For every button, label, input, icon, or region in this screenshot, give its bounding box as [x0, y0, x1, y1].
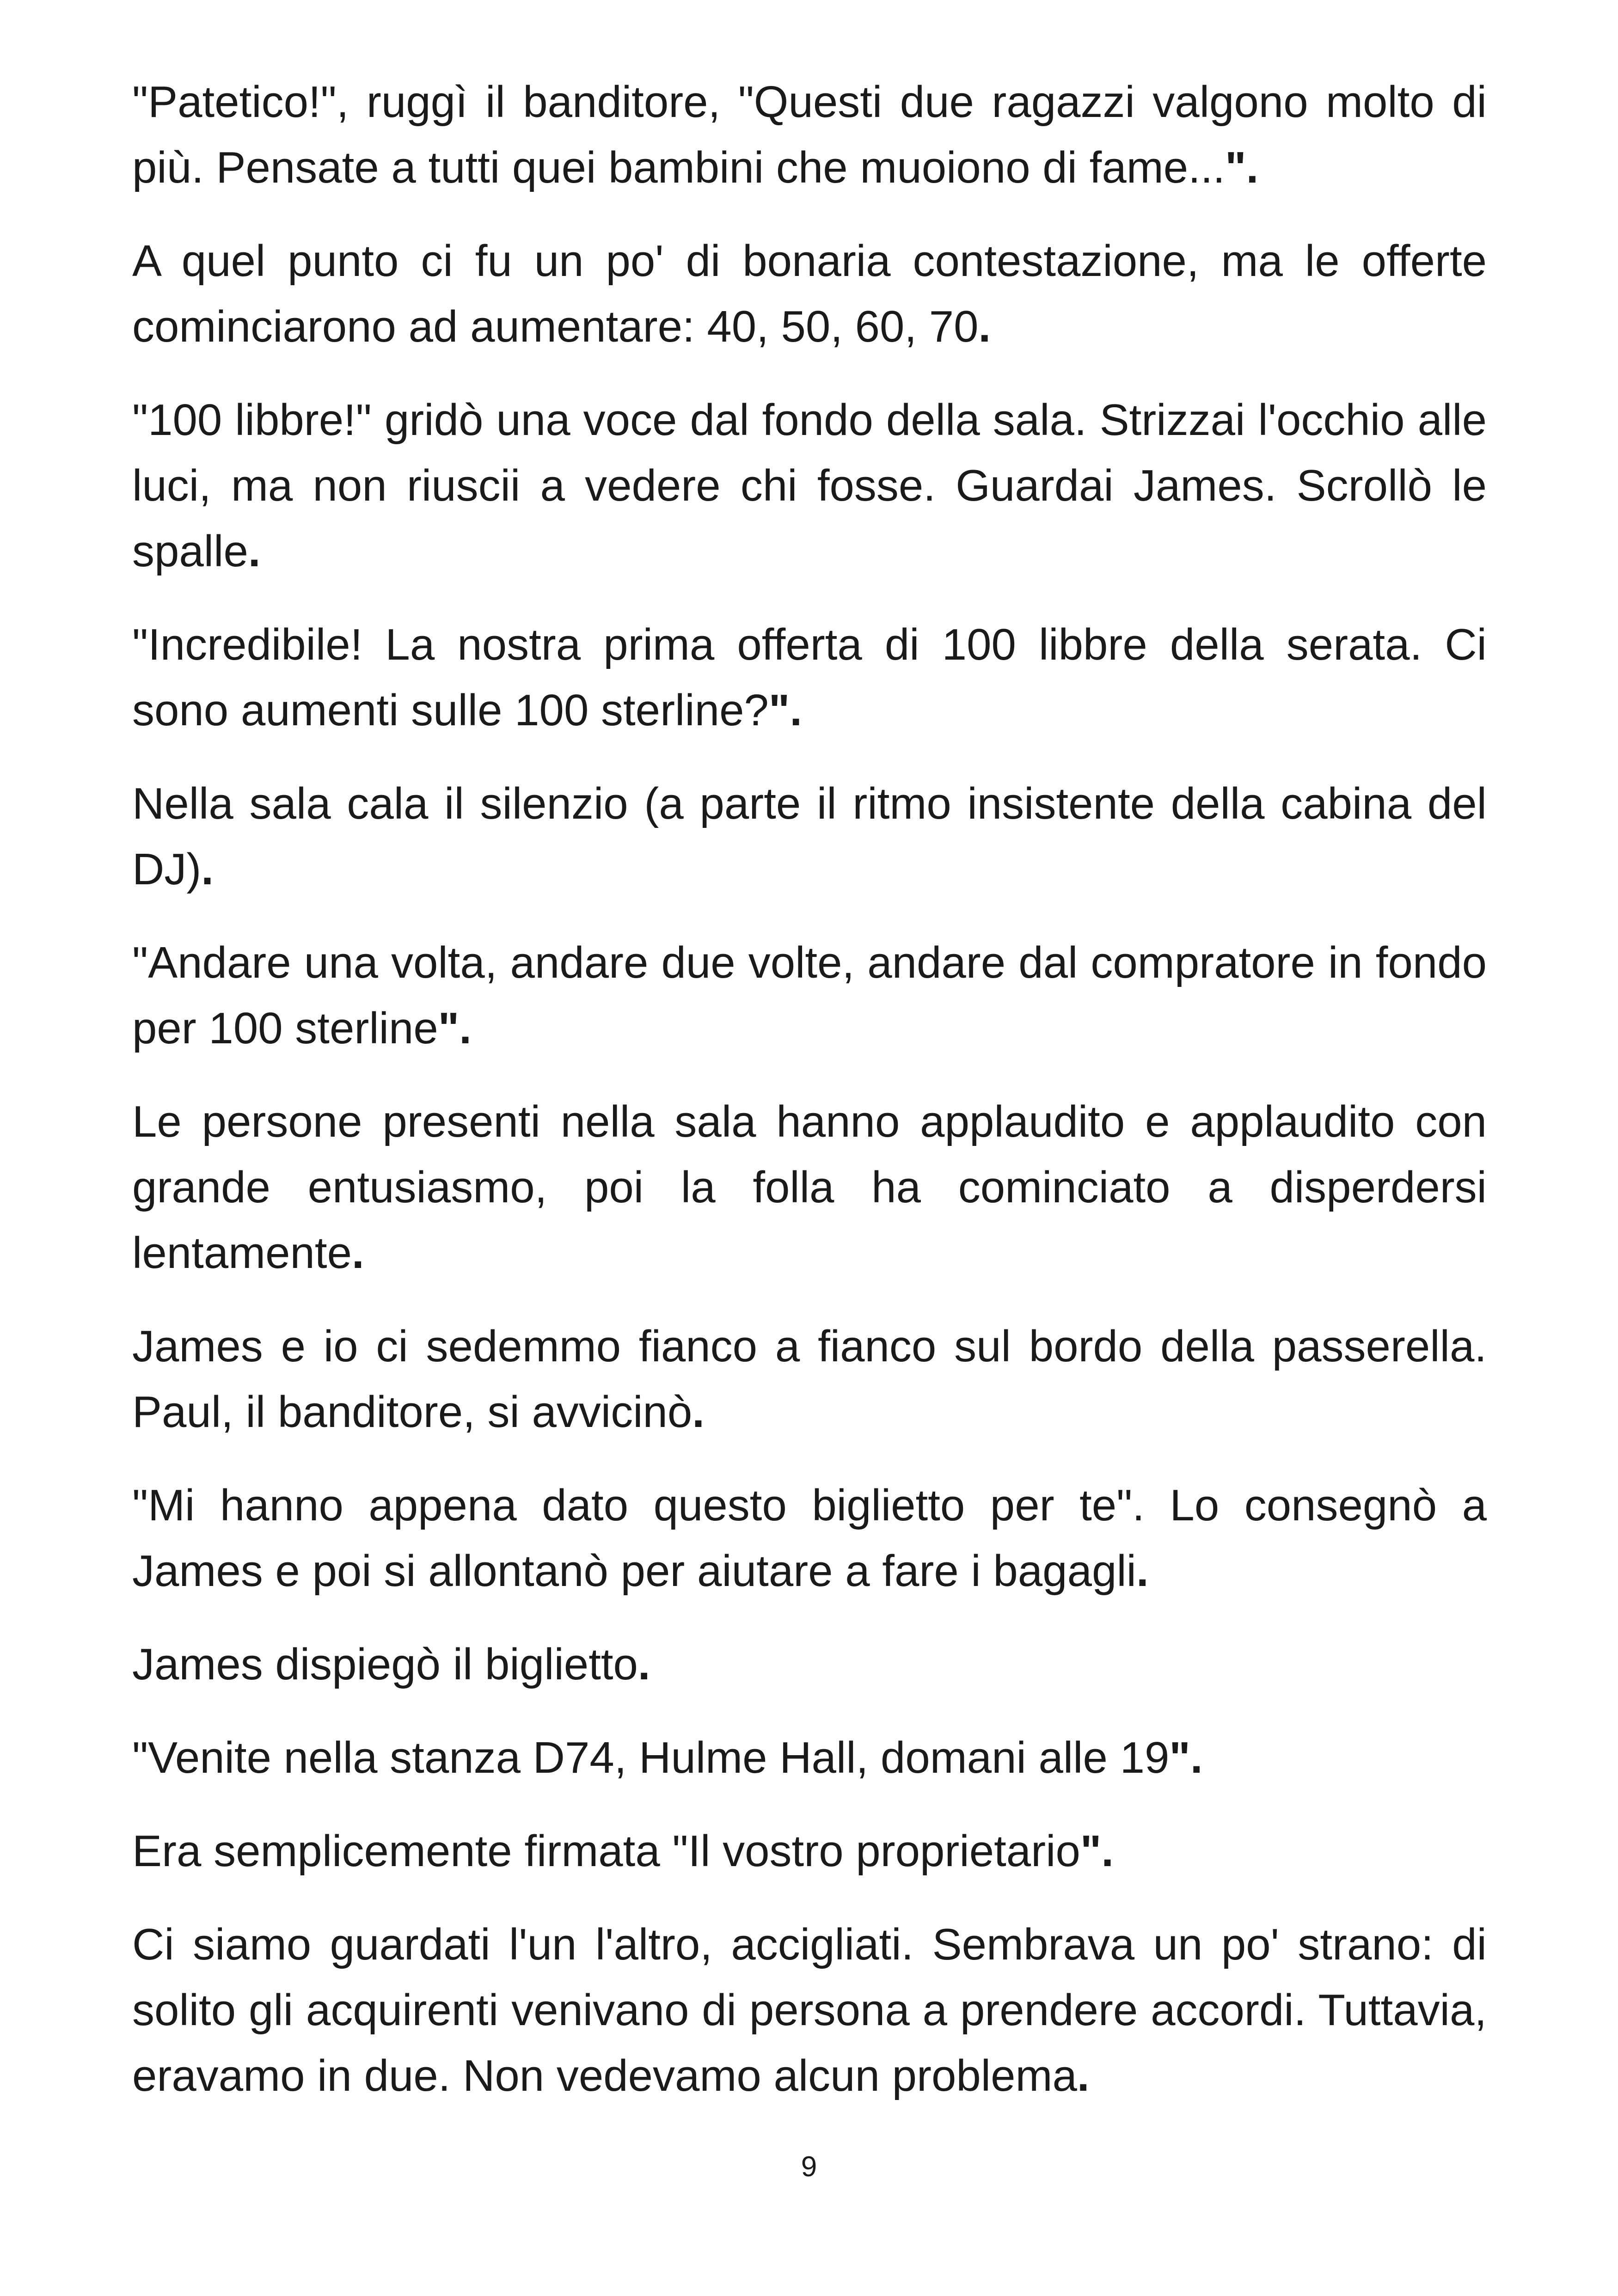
- paragraph-3: "100 libbre!" gridò una voce dal fondo della sala. Strizzai l'occhio alle luci, ma non riuscii a vedere chi fosse. Guardai James. Scrollò le spalle.: [132, 395, 1487, 576]
- paragraph-4: "Incredibile! La nostra prima offerta di 100 libbre della serata. Ci sono aumenti sulle 100 sterline?".: [132, 620, 1487, 735]
- page-body: [132, 69, 1487, 2137]
- paragraph-5: Nella sala cala il silenzio (a parte il ritmo insistente della cabina del DJ).: [132, 779, 1487, 894]
- paragraph-12: Era semplicemente firmata "Il vostro proprietario".: [132, 1826, 1114, 1876]
- paragraph-2: A quel punto ci fu un po' di bonaria contestazione, ma le offerte cominciarono ad aumentare: 40, 50, 60, 70.: [132, 236, 1487, 351]
- paragraph-10: James dispiegò il biglietto.: [132, 1640, 650, 1689]
- paragraph-7: Le persone presenti nella sala hanno applaudito e applaudito con grande entusiasmo, poi la folla ha cominciato a disperdersi lentamente.: [132, 1097, 1487, 1278]
- paragraph-13: Ci siamo guardati l'un l'altro, accigliati. Sembrava un po' strano: di solito gli acquirenti venivano di persona a prendere accordi. Tuttavia, eravamo in due. Non vedevamo alcun problema.: [132, 1920, 1487, 2100]
- page-number: 9: [801, 2151, 817, 2183]
- paragraph-11: "Venite nella stanza D74, Hulme Hall, domani alle 19".: [132, 1733, 1203, 1782]
- paragraph-9: "Mi hanno appena dato questo biglietto per te". Lo consegnò a James e poi si allontanò per aiutare a fare i bagagli.: [132, 1481, 1487, 1596]
- paragraph-1: "Patetico!", ruggì il banditore, "Questi due ragazzi valgono molto di più. Pensate a tutti quei bambini che muoiono di fame...".: [132, 77, 1487, 192]
- paragraph-6: "Andare una volta, andare due volte, andare dal compratore in fondo per 100 sterline".: [132, 938, 1487, 1053]
- paragraph-8: James e io ci sedemmo fianco a fianco sul bordo della passerella. Paul, il banditore, si avvicinò.: [132, 1322, 1487, 1437]
